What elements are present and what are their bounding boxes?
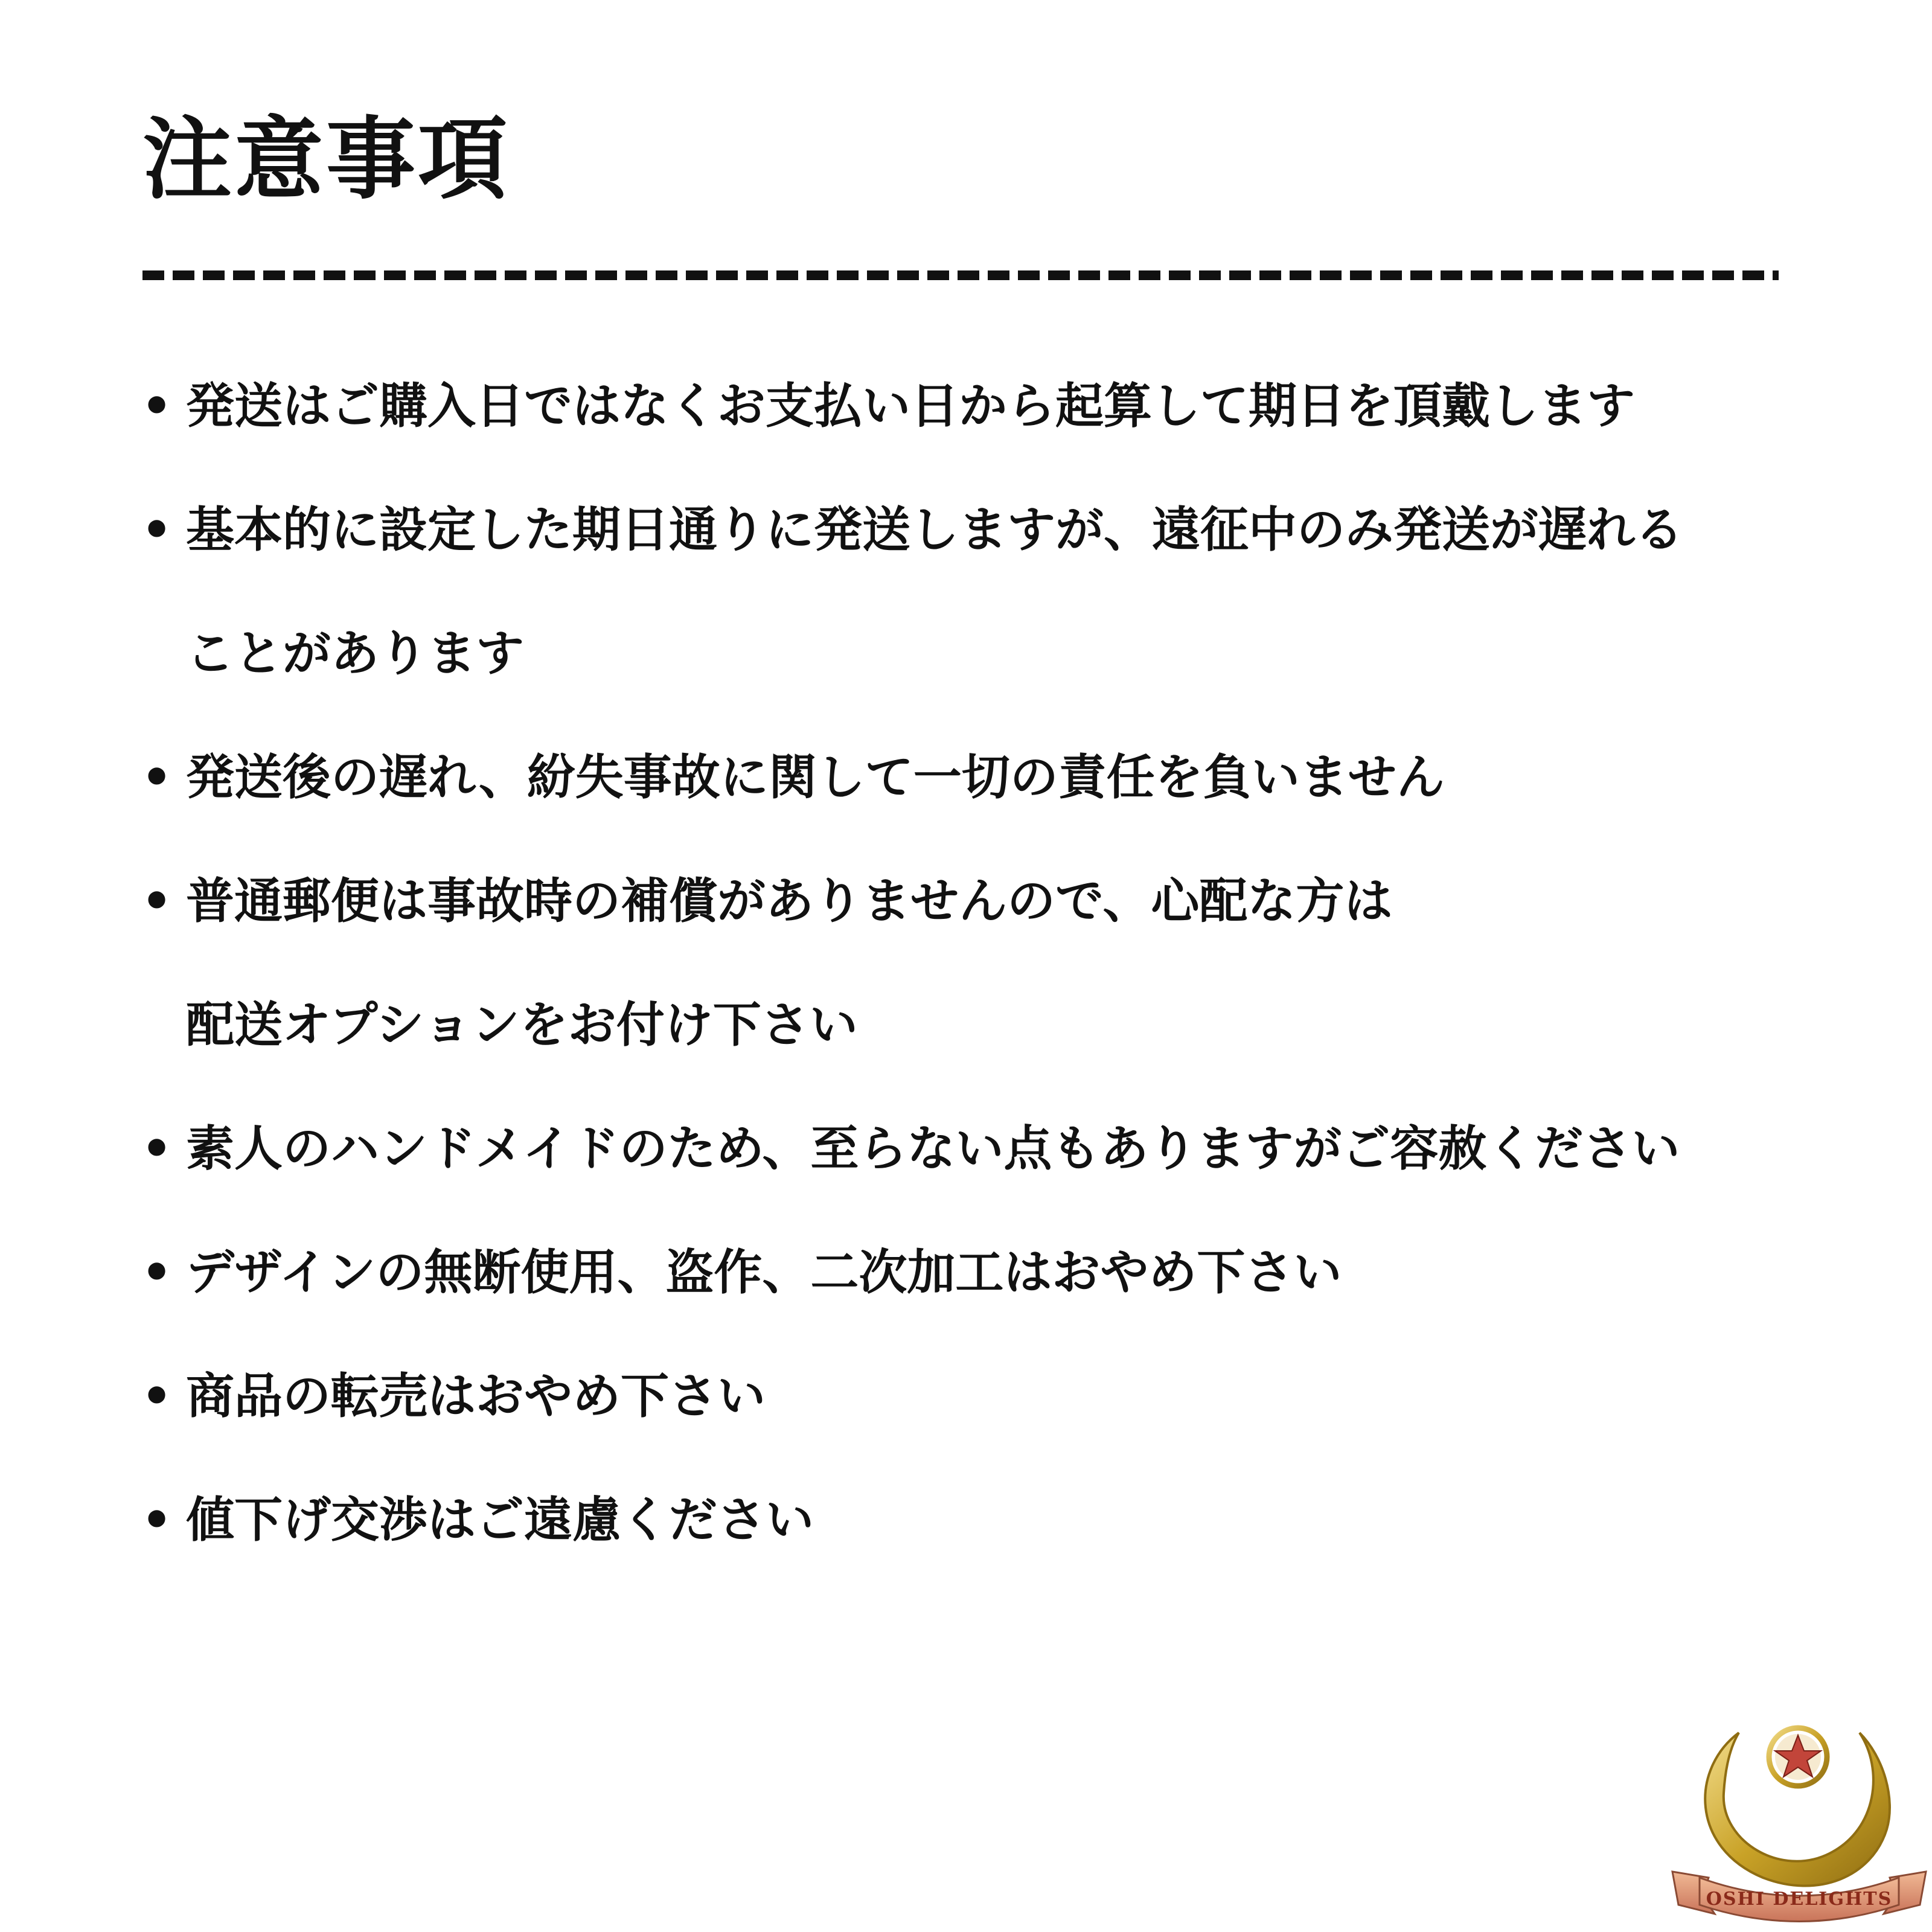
note-text: 値下げ交渉はご遠慮ください [186,1492,814,1548]
bullet-icon: • [141,749,173,805]
bullet-icon: • [141,1492,173,1548]
note-text: 素人のハンドメイドのため、至らない点もありますがご容赦ください [186,1121,1680,1177]
bullet-icon: • [141,502,173,558]
bullet-icon: • [141,873,173,929]
note-item [139,1087,1841,1211]
note-text: デザインの無断使用、盗作、二次加工はおやめ下さい [186,1244,1342,1300]
note-item [139,839,1841,1087]
bullet-icon: • [141,1368,173,1424]
bullet-icon: • [141,1121,173,1177]
note-item [139,715,1841,839]
note-item [139,1211,1841,1334]
note-text: 普通郵便は事故時の補償がありませんので、心配な方は [186,873,1393,929]
note-text: 発送後の遅れ、紛失事故に関して一切の責任を負いません [186,749,1445,805]
brand-name: OSHI DELIGHTS [1706,1889,1893,1910]
dashed-divider [142,270,1779,280]
notes-list [139,344,1841,1582]
note-item [139,1334,1841,1458]
bullet-icon: • [141,1244,173,1300]
note-text: 基本的に設定した期日通りに発送しますが、遠征中のみ発送が遅れる [186,502,1683,558]
bullet-icon: • [141,378,173,434]
note-item [139,344,1841,468]
note-text-continued: 配送オプションをお付け下さい [186,997,858,1053]
note-text: 商品の転売はおやめ下さい [186,1368,766,1424]
crescent-star-emblem-icon [1666,1697,1932,1932]
note-item [139,468,1841,715]
note-text-continued: ことがあります [186,625,524,682]
note-item [139,1458,1841,1582]
page-title: 注意事項 [142,107,510,211]
brand-logo [1666,1697,1932,1932]
note-text: 発送はご購入日ではなくお支払い日から起算して期日を頂戴します [186,378,1635,434]
